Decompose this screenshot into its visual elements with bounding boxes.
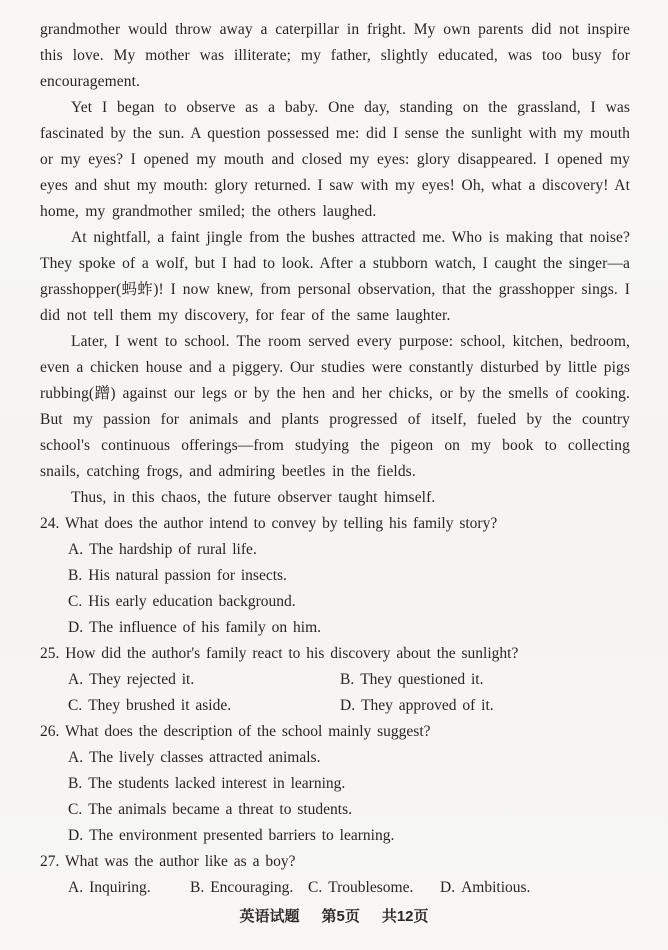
question-27 — [40, 849, 630, 901]
option-text: Troublesome. — [328, 879, 414, 896]
option-label: C. — [68, 801, 83, 818]
footer-doc-title: 英语试题 — [239, 908, 300, 925]
question-24-stem — [40, 511, 630, 537]
option-text: They approved of it. — [361, 697, 494, 714]
question-text: What was the author like as a boy? — [64, 853, 296, 870]
question-25-stem — [40, 641, 630, 667]
question-27-stem — [40, 849, 630, 875]
reading-passage — [40, 17, 630, 511]
option-26-a — [68, 745, 630, 771]
option-label: D. — [68, 619, 84, 636]
option-25-a — [68, 667, 340, 693]
option-label: A. — [68, 749, 84, 766]
question-number: 24. — [40, 515, 60, 532]
question-text: What does the author intend to convey by telling his family story? — [64, 515, 498, 532]
option-label: B. — [68, 775, 83, 792]
question-24 — [40, 511, 630, 641]
option-text: The hardship of rural life. — [89, 541, 257, 558]
option-text: The animals became a threat to students. — [88, 801, 353, 818]
option-label: A. — [68, 671, 84, 688]
question-27-options — [40, 875, 630, 901]
option-text: Inquiring. — [89, 879, 151, 896]
option-label: A. — [68, 879, 84, 896]
question-26 — [40, 719, 630, 849]
passage-paragraph-2: Yet I began to observe as a baby. One day, standing on the grassland, I was fascinated by the sun. A question possessed me: did I sense the sunlight with my mouth or my eyes? I opened my mouth and closed my eyes: glory disappeared. I opened my eyes and shut my mouth: glory returned. I saw with my eyes! Oh, what a discovery! At home, my grandmother smiled; the others laughed. — [40, 99, 630, 220]
option-24-b — [68, 563, 630, 589]
option-text: The influence of his family on him. — [89, 619, 322, 636]
passage-paragraph-4: Later, I went to school. The room served every purpose: school, kitchen, bedroom, even a chicken house and a piggery. Our studies were constantly disturbed by little pigs rubbing(蹭) against our legs or by the hen and her chicks, or by the smells of cooking. But my passion for animals and plants progressed of itself, fueled by the country school's continuous offerings—from studying the pigeon on my book to collecting snails, catching frogs, and admiring beetles in the fields. — [40, 333, 630, 480]
passage-paragraph-5: Thus, in this chaos, the future observer taught himself. — [71, 489, 436, 506]
question-text: What does the description of the school mainly suggest? — [64, 723, 431, 740]
question-number: 26. — [40, 723, 60, 740]
question-26-stem — [40, 719, 630, 745]
question-26-options — [40, 745, 630, 849]
question-25-options — [40, 667, 630, 719]
option-text: Encouraging. — [210, 879, 294, 896]
passage-paragraph-1: grandmother would throw away a caterpillar in fright. My own parents did not inspire this love. My mother was illiterate; my father, slightly educated, was too busy for encouragement. — [40, 21, 630, 90]
passage-paragraph-3: At nightfall, a faint jingle from the bushes attracted me. Who is making that noise? They spoke of a wolf, but I had to look. After a stubborn watch, I caught the singer—a grasshopper(蚂蚱)! I now knew, from personal observation, that the grasshopper sings. I did not tell them my discovery, for fear of the same laughter. — [40, 229, 630, 324]
option-24-a — [68, 537, 630, 563]
option-24-d — [68, 615, 630, 641]
option-label: B. — [190, 879, 205, 896]
question-25 — [40, 641, 630, 719]
option-text: They brushed it aside. — [88, 697, 232, 714]
footer-total-pages: 共12页 — [381, 908, 429, 925]
question-number: 27. — [40, 853, 60, 870]
option-26-c — [68, 797, 630, 823]
question-24-options — [40, 537, 630, 641]
page-footer — [0, 905, 668, 926]
option-25-c — [68, 693, 340, 719]
option-25-b — [340, 667, 630, 693]
option-label: A. — [68, 541, 84, 558]
option-26-d — [68, 823, 630, 849]
question-text: How did the author's family react to his discovery about the sunlight? — [65, 645, 519, 662]
option-text: His early education background. — [88, 593, 296, 610]
option-27-d — [440, 875, 630, 901]
option-27-b — [190, 875, 308, 901]
option-27-c — [308, 875, 440, 901]
option-label: D. — [68, 827, 84, 844]
option-text: The lively classes attracted animals. — [89, 749, 321, 766]
option-label: C. — [68, 697, 83, 714]
option-25-d — [340, 693, 630, 719]
option-text: His natural passion for insects. — [88, 567, 287, 584]
option-label: C. — [308, 879, 323, 896]
footer-page-number: 第5页 — [321, 908, 360, 925]
option-label: B. — [340, 671, 355, 688]
option-24-c — [68, 589, 630, 615]
option-label: C. — [68, 593, 83, 610]
option-text: The environment presented barriers to learning. — [89, 827, 395, 844]
option-text: The students lacked interest in learning. — [88, 775, 346, 792]
option-27-a — [68, 875, 190, 901]
option-text: Ambitious. — [461, 879, 531, 896]
option-label: D. — [340, 697, 356, 714]
option-26-b — [68, 771, 630, 797]
option-label: B. — [68, 567, 83, 584]
option-text: They rejected it. — [89, 671, 195, 688]
question-number: 25. — [40, 645, 60, 662]
option-label: D. — [440, 879, 456, 896]
question-section — [40, 511, 630, 901]
option-text: They questioned it. — [360, 671, 484, 688]
